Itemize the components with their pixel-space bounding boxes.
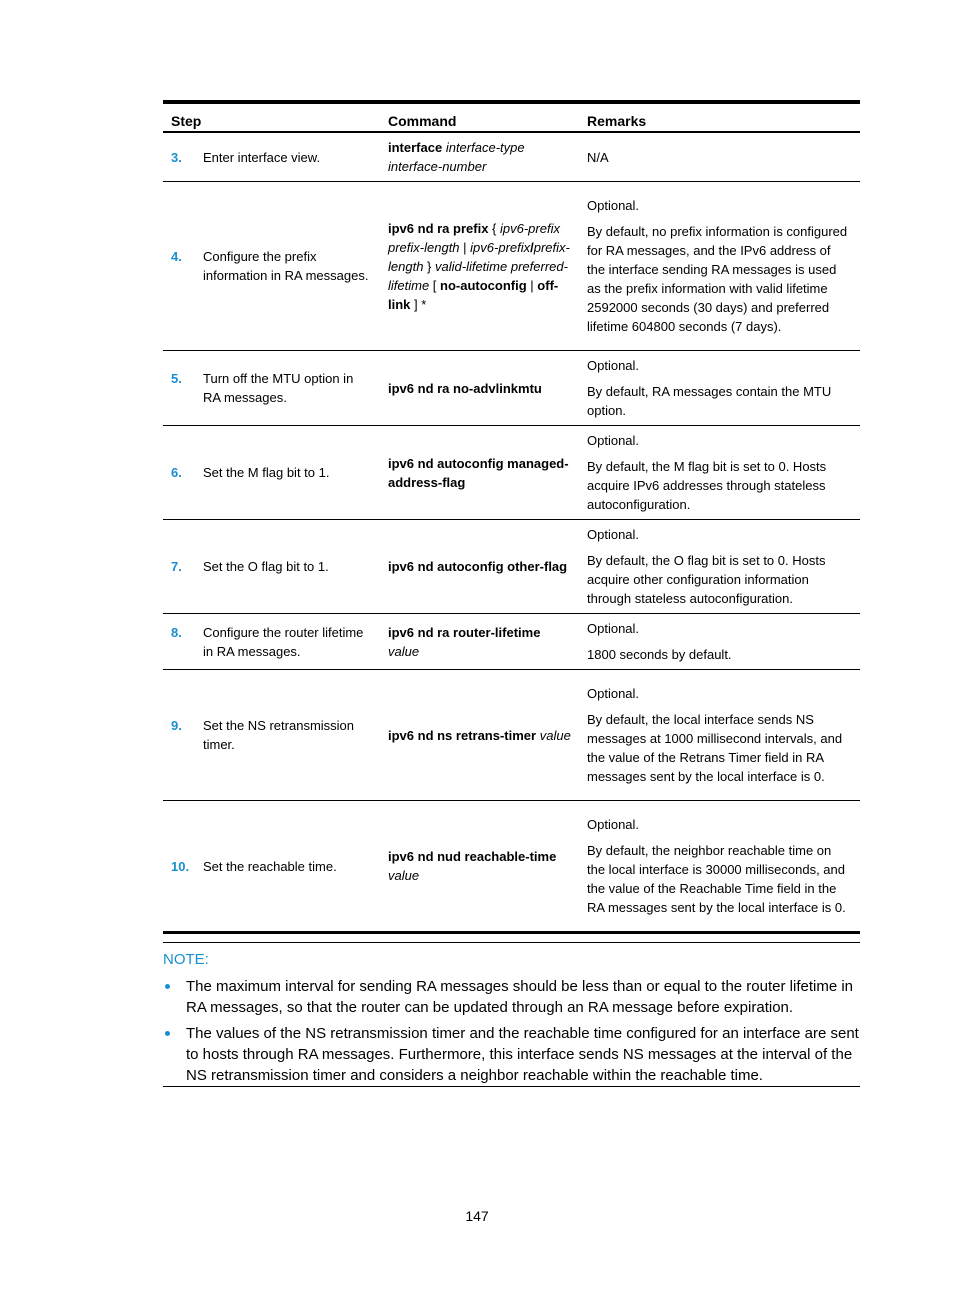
remark-paragraph: Optional. (587, 686, 640, 701)
command-argument: value (539, 727, 571, 743)
command-cell (380, 520, 579, 614)
remark-paragraph: 1800 seconds by default. (587, 647, 732, 662)
step-cell (163, 670, 380, 801)
command-keyword: ipv6 nd autoconfig managed-address-flag (388, 455, 569, 490)
step-cell (163, 614, 380, 670)
step-description: Configure the prefix information in RA messages. (203, 249, 369, 283)
command-argument: value (388, 868, 420, 883)
command-syntax: { (488, 220, 500, 236)
remarks-cell (579, 426, 860, 520)
step-description: Configure the router lifetime in RA messages. (203, 624, 364, 659)
step-number: 10. (171, 858, 190, 874)
command-syntax: | (526, 277, 538, 293)
header-step: Step (171, 113, 202, 129)
table-row (163, 426, 860, 520)
command-argument: value (388, 643, 420, 659)
step-description: Turn off the MTU option in RA messages. (203, 371, 354, 405)
remark-paragraph: Optional. (587, 527, 640, 542)
command-keyword: ipv6 nd nud reachable-time (388, 849, 557, 864)
command-syntax: ] * (410, 296, 427, 312)
table-row (163, 670, 860, 801)
step-number: 9. (171, 718, 182, 733)
header-command: Command (388, 113, 457, 129)
page-number: 147 (465, 1208, 489, 1224)
table-row (163, 182, 860, 351)
step-description: Enter interface view. (203, 149, 321, 165)
remarks-cell (579, 614, 860, 670)
remark-paragraph: Optional. (587, 198, 640, 213)
command-keyword: off-link (388, 277, 559, 312)
step-description: Set the O flag bit to 1. (203, 559, 329, 574)
table-row (163, 132, 860, 182)
command-syntax: [ (429, 277, 441, 293)
step-number: 6. (171, 465, 182, 480)
remarks-cell (579, 670, 860, 801)
command-syntax: } (423, 258, 435, 274)
step-cell (163, 520, 380, 614)
command-keyword: ipv6 nd autoconfig other-flag (388, 559, 568, 574)
command-keyword: / (530, 239, 534, 255)
command-syntax: | (459, 239, 471, 255)
note-item-text: The values of the NS retransmission timer and the reachable time configured for an interface are sent to hosts through RA messages. Furthermore, this interface sends NS messages at the interval of the NS retransmission timer and considers a neighbor reachable within the reachable time. (186, 1025, 859, 1084)
remark-paragraph: By default, the local interface sends NS messages at 1000 millisecond intervals, and the value of the Retrans Timer field in RA messages sent by the local interface is 0. (587, 712, 843, 784)
table-header-row (163, 102, 860, 132)
command-cell (380, 801, 579, 933)
step-cell (163, 351, 380, 426)
remark-paragraph: By default, the neighbor reachable time on the local interface is 30000 milliseconds, and the value of the Reachable Time field in the RA messages sent by the local interface is 0. (587, 843, 846, 915)
step-number: 3. (171, 149, 182, 165)
remark-paragraph: By default, RA messages contain the MTU option. (587, 384, 832, 418)
command-keyword: ipv6 nd ra router-lifetime (388, 624, 541, 640)
remarks-cell (579, 182, 860, 351)
command-argument: ipv6-prefix (470, 239, 531, 255)
remarks-cell (579, 520, 860, 614)
command-cell (380, 351, 579, 426)
remark-paragraph: Optional. (587, 358, 640, 373)
step-cell (163, 426, 380, 520)
note-item (163, 976, 860, 1018)
note-list (163, 976, 860, 1086)
step-cell (163, 132, 380, 182)
remark-paragraph: Optional. (587, 621, 640, 636)
table-row (163, 801, 860, 933)
command-argument: valid-lifetime preferred-lifetime (388, 258, 568, 293)
step-number: 7. (171, 559, 182, 574)
command-argument: ipv6-prefix prefix-length (388, 220, 560, 255)
remark-paragraph: By default, the O flag bit is set to 0. Hosts acquire other configuration information through stateless autoconfiguration. (587, 553, 826, 606)
bullet-icon (165, 984, 170, 989)
step-description: Set the reachable time. (203, 858, 337, 874)
step-number: 4. (171, 249, 182, 264)
command-cell (380, 670, 579, 801)
remarks-cell (579, 351, 860, 426)
table-body (163, 132, 860, 933)
command-argument: prefix-length (388, 239, 570, 274)
remark-paragraph: N/A (587, 149, 609, 165)
command-keyword: interface (388, 140, 443, 155)
command-cell (380, 614, 579, 670)
command-cell (380, 182, 579, 351)
note-box (163, 942, 860, 1087)
note-item (163, 1023, 860, 1086)
remark-paragraph: Optional. (587, 817, 640, 832)
step-number: 8. (171, 624, 182, 640)
table-row (163, 520, 860, 614)
step-description: Set the NS retransmission timer. (203, 718, 355, 752)
command-argument: interface-type interface-number (388, 140, 525, 174)
command-cell (380, 426, 579, 520)
remark-paragraph: By default, the M flag bit is set to 0. Hosts acquire IPv6 addresses through stateless autoconfiguration. (587, 459, 827, 512)
remark-paragraph: Optional. (587, 433, 640, 448)
table-row (163, 351, 860, 426)
command-keyword: no-autoconfig (440, 277, 527, 293)
config-steps-table (163, 100, 860, 934)
note-title: NOTE: (163, 951, 209, 968)
header-remarks: Remarks (587, 113, 647, 129)
note-item-text: The maximum interval for sending RA messages should be less than or equal to the router lifetime in RA messages, so that the router can be updated through an RA message before expiration. (186, 978, 854, 1016)
step-cell (163, 182, 380, 351)
bullet-icon (165, 1031, 170, 1036)
remarks-cell (579, 801, 860, 933)
remark-paragraph: By default, no prefix information is configured for RA messages, and the IPv6 address of the interface sending RA messages is used as the prefix information with valid lifetime 2592000 seconds (30 days) and preferred lifetime 604800 seconds (7 days). (587, 224, 848, 334)
command-keyword: ipv6 nd ra prefix (388, 220, 489, 236)
step-number: 5. (171, 371, 182, 386)
command-keyword: ipv6 nd ns retrans-timer (388, 727, 537, 743)
remarks-cell (579, 132, 860, 182)
step-cell (163, 801, 380, 933)
command-cell (380, 132, 579, 182)
command-keyword: ipv6 nd ra no-advlinkmtu (388, 380, 542, 396)
table-row (163, 614, 860, 670)
step-description: Set the M flag bit to 1. (203, 465, 330, 480)
